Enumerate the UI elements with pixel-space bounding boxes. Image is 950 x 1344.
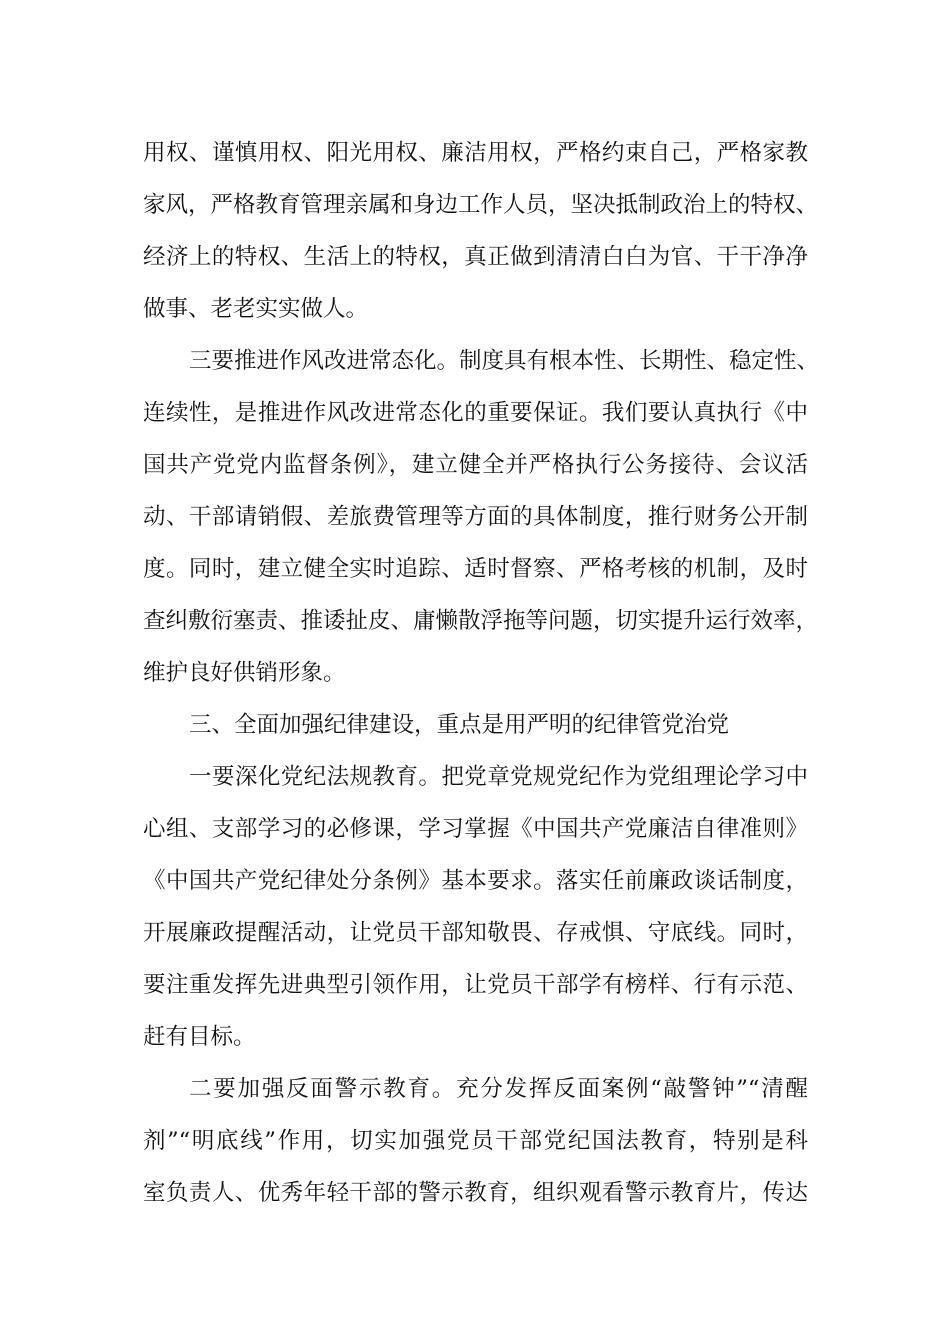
text-line: 国共产党党内监督条例》，建立健全并严格执行公务接待、会议活: [143, 452, 808, 478]
text-line: 经济上的特权、生活上的特权，真正做到清清白白为官、干干净净: [143, 244, 808, 270]
text-line: 查纠敷衍塞责、推诿扯皮、庸懒散浮拖等问题，切实提升运行效率，: [143, 608, 819, 634]
text-line: 赶有目标。: [143, 1024, 256, 1050]
paragraph-first-line: 三要推进作风改进常态化。制度具有根本性、长期性、稳定性、: [189, 348, 820, 374]
text-line: 连续性，是推进作风改进常态化的重要保证。我们要认真执行《中: [143, 400, 808, 426]
document-body: [143, 127, 820, 1219]
text-line: 剂”“明底线”作用，切实加强党员干部党纪国法教育，特别是科: [143, 1128, 808, 1154]
text-line: 动、干部请销假、差旅费管理等方面的具体制度，推行财务公开制: [143, 504, 808, 530]
text-line: 室负责人、优秀年轻干部的警示教育，组织观看警示教育片，传达: [143, 1180, 808, 1206]
text-line: 要注重发挥先进典型引领作用，让党员干部学有榜样、行有示范、: [143, 972, 808, 998]
text-line: 心组、支部学习的必修课，学习掌握《中国共产党廉洁自律准则》: [143, 816, 808, 842]
text-line: 《中国共产党纪律处分条例》基本要求。落实任前廉政谈话制度，: [143, 868, 808, 894]
paragraph-first-line: 二要加强反面警示教育。充分发挥反面案例“敲警钟”“清醒: [189, 1076, 808, 1102]
text-line: 度。同时，建立健全实时追踪、适时督察、严格考核的机制，及时: [143, 556, 808, 582]
section-heading: 三、全面加强纪律建设，重点是用严明的纪律管党治党: [189, 712, 730, 738]
text-line: 家风，严格教育管理亲属和身边工作人员，坚决抵制政治上的特权、: [143, 192, 819, 218]
text-line: 用权、谨慎用权、阳光用权、廉洁用权，严格约束自己，严格家教: [143, 140, 808, 166]
text-line: 维护良好供销形象。: [143, 660, 346, 686]
paragraph-first-line: 一要深化党纪法规教育。把党章党规党纪作为党组理论学习中: [189, 764, 808, 790]
text-line: 开展廉政提醒活动，让党员干部知敬畏、存戒惧、守底线。同时，: [143, 920, 808, 946]
text-line: 做事、老老实实做人。: [143, 296, 369, 322]
